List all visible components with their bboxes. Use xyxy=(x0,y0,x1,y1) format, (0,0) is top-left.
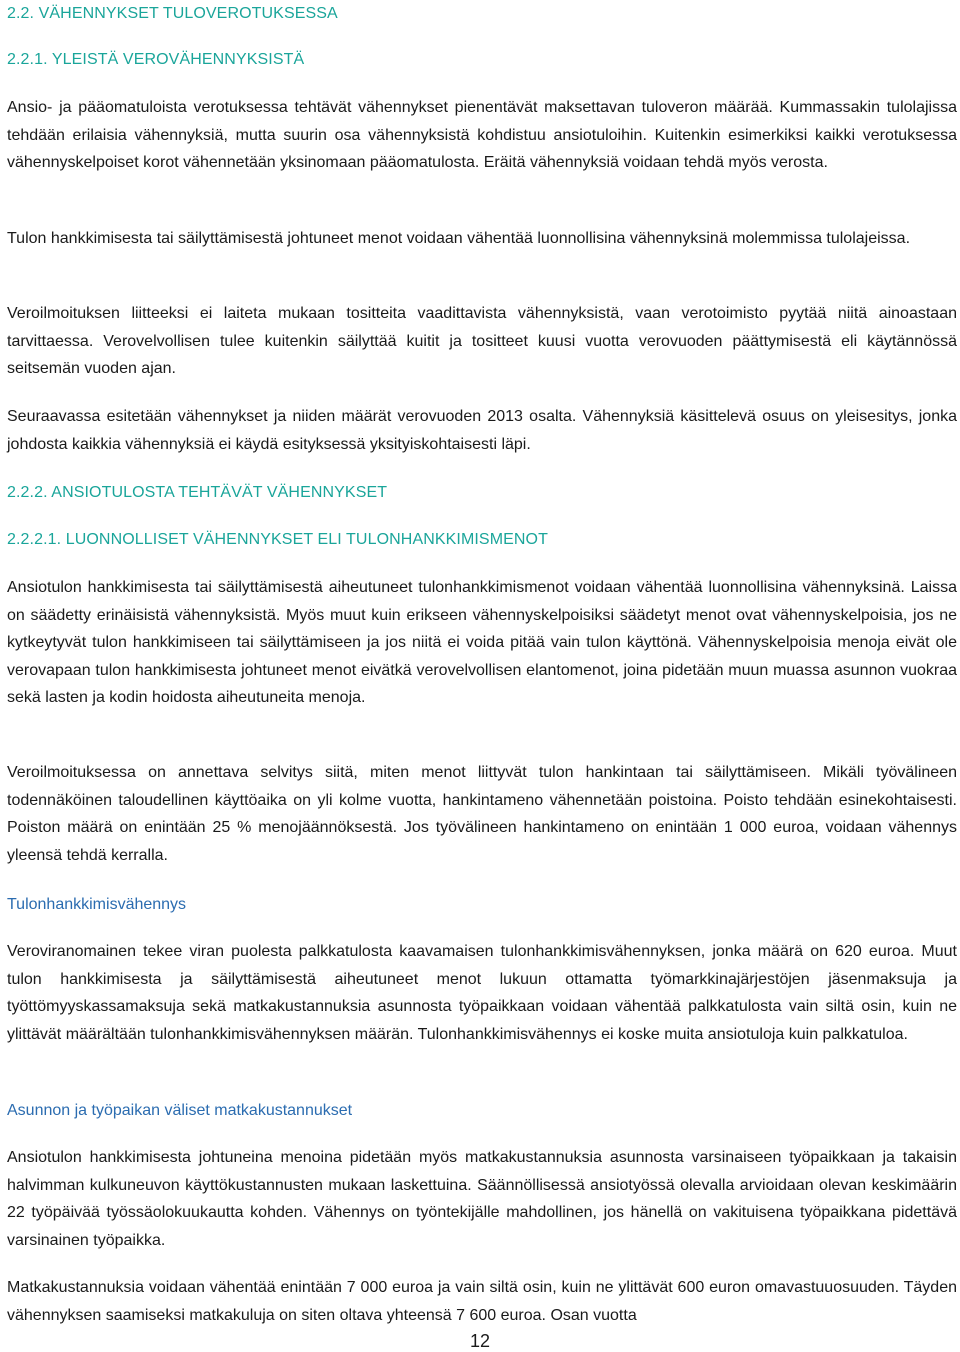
paragraph-depreciation: Veroilmoituksessa on annettava selvitys siitä, miten menot liittyvät tulon hankintaan tai säilyttämiseen. Mikäli työvälineen todennäköinen taloudellinen käyttöaika on yli kolme vuotta, hankintameno vähennetään poistoina. Poisto tehdään esinekohtaisesti. Poiston määrä on enintään 25 % menojäännöksestä. Jos työvälineen hankintameno on enintään 1 000 euroa, voidaan vähennys yleensä tehdä kerralla. xyxy=(7,764,957,864)
paragraph-income-expenses: Tulon hankkimisesta tai säilyttämisestä johtuneet menot voidaan vähentää luonnollisina vähennyksinä molemmissa tulolajeissa. xyxy=(7,230,911,247)
paragraph-receipts: Veroilmoituksen liitteeksi ei laiteta mukaan tositteita vaadittavista vähennyksistä, vaan verotoimisto pyytää niitä ainoastaan tarvittaessa. Verovelvollisen tulee kuitenkin säilyttää kuitit ja tositteet kuusi vuotta verovuoden päättymisestä eli käytännössä seitsemän vuoden ajan. xyxy=(7,305,957,378)
paragraph-general-deductions: Ansio- ja pääomatuloista verotuksessa tehtävät vähennykset pienentävät maksettavan tuloveron määrää. Kummassakin tulolajissa tehdään erilaisia vähennyksiä, mutta suurin osa vähennyksistä kohdistuu ansiotuloihin. Kuitenkin esimerkiksi kaikki verotuksessa vähennyskelpoiset korot vähennetään yksinomaan pääomatulosta. Eräitä vähennyksiä voidaan tehdä myös verosta. xyxy=(7,99,957,172)
subheading-commute-costs: Asunnon ja työpaikan väliset matkakustannukset xyxy=(7,1102,353,1119)
section-heading-2-2-2: 2.2.2. ANSIOTULOSTA TEHTÄVÄT VÄHENNYKSET xyxy=(7,484,388,501)
section-heading-2-2-2-1: 2.2.2.1. LUONNOLLISET VÄHENNYKSET ELI TULONHANKKIMISMENOT xyxy=(7,531,548,548)
section-heading-2-2-1: 2.2.1. YLEISTÄ VEROVÄHENNYKSISTÄ xyxy=(7,51,305,68)
section-heading-2-2: 2.2. VÄHENNYKSET TULOVEROTUKSESSA xyxy=(7,5,338,22)
paragraph-overview: Seuraavassa esitetään vähennykset ja niiden määrät verovuoden 2013 osalta. Vähennyksiä käsittelevä osuus on yleisesitys, jonka johdosta kaikkia vähennyksiä ei käydä esityksessä yksityiskohtaisesti läpi. xyxy=(7,408,957,453)
paragraph-natural-deductions: Ansiotulon hankkimisesta tai säilyttämisestä aiheutuneet tulonhankkimismenot voidaan vähentää luonnollisina vähennyksinä. Laissa on säädetty erinäisistä vähennyksistä. Myös muut kuin erikseen vähennyskelpoisiksi säädetyt menot ovat vähennyskelpoisia, jos ne kytkeytyvät tulon hankkimiseen tai säilyttämiseen ja jos niitä ei voida pitää vain tulon käyttönä. Vähennyskelpoisia menoja eivät ole verovapaan tulon hankkimisesta johtuneet menot eivätkä verovelvollisen elantomenot, joina pidetään muun muassa asunnon vuokraa sekä lasten ja kodin hoidosta aiheutuneita menoja. xyxy=(7,579,957,707)
paragraph-commute-limits: Matkakustannuksia voidaan vähentää enintään 7 000 euroa ja vain siltä osin, kuin ne ylittävät 600 euron omavastuuosuuden. Täyden vähennyksen saamiseksi matkakuluja on siten oltava yhteensä 7 600 euroa. Osan vuotta xyxy=(7,1279,957,1324)
subheading-income-acquisition-deduction: Tulonhankkimisvähennys xyxy=(7,896,187,913)
paragraph-income-acquisition-deduction: Veroviranomainen tekee viran puolesta palkkatulosta kaavamaisen tulonhankkimisvähennyksen, jonka määrä on 620 euroa. Muut tulon hankkimisesta ja säilyttämisestä aiheutuneet menot lukuun ottamatta työmarkkinajärjestöjen jäsenmaksuja ja työttömyyskassamaksuja sekä matkakustannuksia asunnosta työpaikkaan voidaan vähentää palkkatulosta vain siltä osin, kuin ne ylittävät määrältään tulonhankkimisvähennyksen määrän. Tulonhankkimisvähennys ei koske muita ansiotuloja kuin palkkatuloa. xyxy=(7,943,957,1043)
page-number: 12 xyxy=(469,1331,491,1351)
paragraph-commute-costs: Ansiotulon hankkimisesta johtuneina menoina pidetään myös matkakustannuksia asunnosta varsinaiseen työpaikkaan ja takaisin halvimman kulkuneuvon käyttökustannusten mukaan laskettuina. Säännöllisessä ansiotyössä olevalla arvioidaan olevan keskimäärin 22 työpäivää työssäolokuukautta kohden. Vähennys on työntekijälle mahdollinen, jos hänellä on vakituisena työpaikkana pidettävä varsinainen työpaikka. xyxy=(7,1149,957,1249)
